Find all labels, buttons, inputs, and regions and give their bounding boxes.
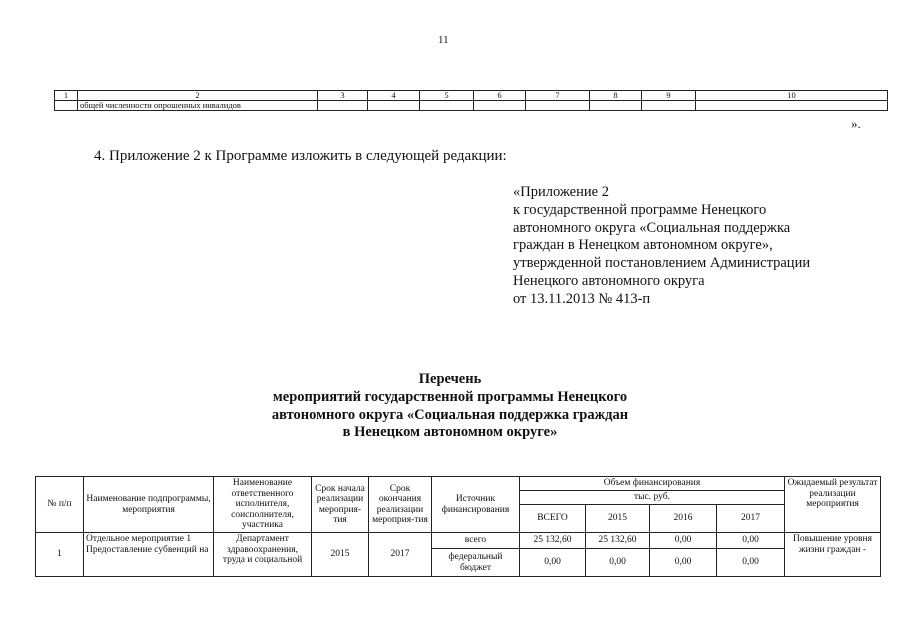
- row-result: Повышение уровня жизни граждан -: [785, 533, 881, 577]
- row-source: федеральный бюджет: [432, 549, 520, 577]
- continuation-table: [54, 90, 888, 111]
- row-value: 0,00: [717, 533, 785, 549]
- heading-line: мероприятий государственной программы Ненецкого: [272, 388, 628, 405]
- row-value: 0,00: [650, 549, 717, 577]
- header-year: 2015: [586, 505, 650, 533]
- appendix-line: от 13.11.2013 № 413-п: [513, 290, 651, 307]
- row-value: 0,00: [586, 549, 650, 577]
- row-num: 1: [36, 533, 84, 577]
- table-row: [36, 533, 881, 549]
- column-number: 1: [55, 91, 78, 101]
- column-number: 9: [642, 91, 696, 101]
- header-source: Источник финансирования: [432, 477, 520, 533]
- header-year: 2017: [717, 505, 785, 533]
- appendix-line: утвержденной постановлением Администрации: [513, 255, 811, 272]
- column-number: 10: [696, 91, 888, 101]
- row-value: 0,00: [520, 549, 586, 577]
- page-number: 11: [438, 34, 449, 46]
- continuation-row-text: общей численности опрошенных инвалидов: [78, 101, 318, 111]
- row-value: 0,00: [650, 533, 717, 549]
- row-source: всего: [432, 533, 520, 549]
- column-number: 8: [590, 91, 642, 101]
- column-number: 2: [78, 91, 318, 101]
- appendix-line: граждан в Ненецком автономном округе»,: [513, 237, 773, 254]
- document-heading: [200, 371, 700, 442]
- measures-table: [35, 476, 881, 577]
- appendix-line: «Приложение 2: [513, 184, 609, 200]
- column-number: 7: [526, 91, 590, 101]
- row-end: 2017: [369, 533, 432, 577]
- header-funding: Объем финансирования: [520, 477, 785, 491]
- column-number: 5: [420, 91, 474, 101]
- continuation-header-row: [55, 91, 888, 101]
- heading-line: в Ненецком автономном округе»: [342, 424, 558, 441]
- appendix-reference: [513, 184, 810, 309]
- header-end: Срок окончания реализации мероприя-тия: [369, 477, 432, 533]
- header-year: ВСЕГО: [520, 505, 586, 533]
- header-row: [36, 477, 881, 491]
- column-number: 6: [474, 91, 526, 101]
- header-num: № п/п: [36, 477, 84, 533]
- appendix-line: к государственной программе Ненецкого: [513, 201, 767, 218]
- heading-line: автономного округа «Социальная поддержка граждан: [271, 406, 629, 423]
- row-value: 25 132,60: [586, 533, 650, 549]
- appendix-line: автономного округа «Социальная поддержка: [513, 219, 791, 236]
- column-number: 3: [318, 91, 368, 101]
- row-start: 2015: [312, 533, 369, 577]
- closing-quote-mark: ».: [851, 116, 861, 131]
- header-year: 2016: [650, 505, 717, 533]
- item-4-text: 4. Приложение 2 к Программе изложить в следующей редакции:: [94, 148, 507, 164]
- row-executor: Департамент здравоохранения, труда и социальной: [214, 533, 312, 577]
- appendix-line: Ненецкого автономного округа: [513, 272, 705, 289]
- column-number: 4: [368, 91, 420, 101]
- header-name: Наименование подпрограммы, мероприятия: [84, 477, 214, 533]
- header-executor: Наименование ответственного исполнителя, соисполнителя, участника: [214, 477, 312, 533]
- heading-line: Перечень: [418, 371, 482, 387]
- header-unit: тыс. руб.: [520, 491, 785, 505]
- continuation-data-row: [55, 101, 888, 111]
- header-result: Ожидаемый результат реализации мероприятия: [785, 477, 881, 533]
- row-value: 25 132,60: [520, 533, 586, 549]
- header-start: Срок начала реализации мероприя-тия: [312, 477, 369, 533]
- row-value: 0,00: [717, 549, 785, 577]
- row-name: Отдельное мероприятие 1 Предоставление субвенций на: [84, 533, 214, 577]
